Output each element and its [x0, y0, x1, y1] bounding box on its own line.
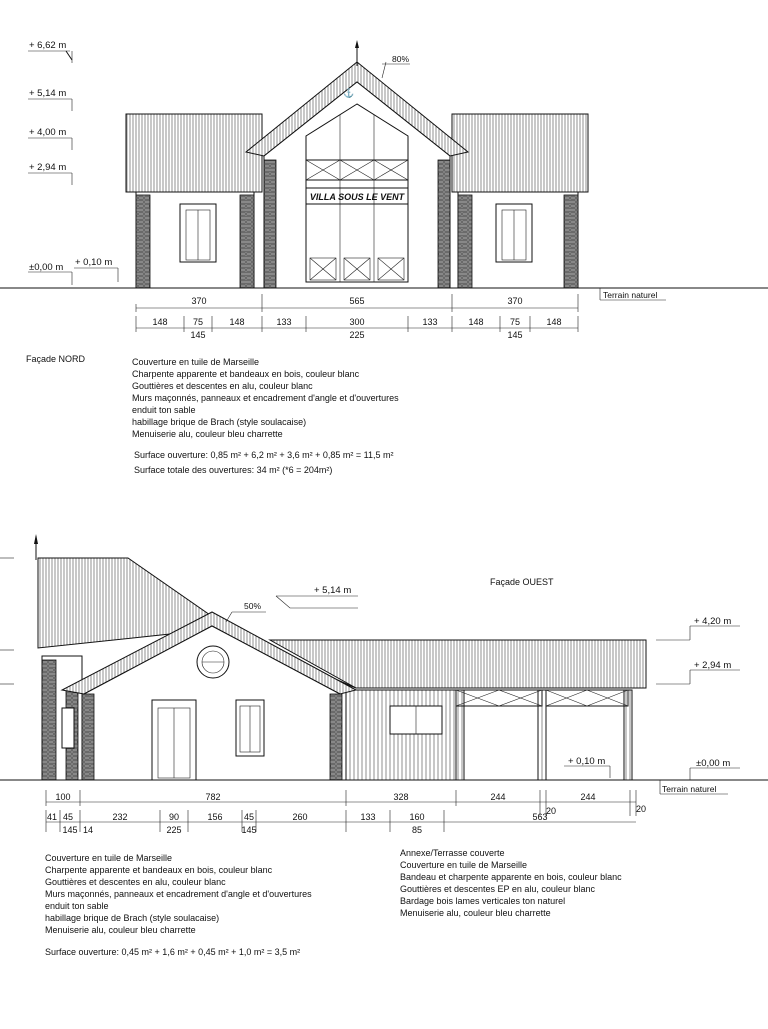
facade-title: Façade OUEST	[490, 577, 554, 587]
level-label: + 5,14 m	[314, 585, 352, 596]
level-label: ±0,00 m	[696, 758, 731, 769]
facade-nord	[0, 40, 768, 475]
level-label: + 2,94 m	[694, 660, 732, 671]
dim-label: 100	[55, 792, 71, 802]
dim-label: 45	[62, 812, 74, 822]
level-label: + 0,10 m	[75, 257, 113, 268]
level-label: + 0,10 m	[568, 756, 606, 767]
note-line: Couverture en tuile de Marseille	[132, 357, 260, 367]
note-line: Charpente apparente et bandeaux en bois, couleur blanc	[45, 865, 273, 875]
window-narrow	[62, 708, 74, 748]
surface-line: Surface ouverture: 0,85 m² + 6,2 m² + 3,6 m² + 0,85 m² = 11,5 m²	[134, 450, 394, 460]
window-right	[496, 204, 532, 262]
dim-label: 148	[229, 317, 245, 327]
dim-label: 133	[422, 317, 438, 327]
brick-corner	[330, 694, 342, 780]
dim-label: 145	[190, 330, 206, 340]
slope-label: 50%	[244, 601, 262, 611]
note-line: habillage brique de Brach (style soulacaise)	[132, 417, 307, 427]
dim-label: 145	[507, 330, 523, 340]
note-line: Gouttières et descentes EP en alu, couleur blanc	[400, 884, 595, 894]
note-line: Bardage bois lames verticales ton naturel	[400, 896, 566, 906]
level-marker	[656, 660, 740, 684]
roof-left-wing	[126, 114, 262, 192]
dim-label: 20	[636, 804, 647, 814]
dim-label: 563	[532, 812, 548, 822]
anchor-icon: ⚓	[343, 88, 355, 98]
dim-label: 145	[62, 825, 78, 835]
note-line: Murs maçonnés, panneaux et encadrement d'angle et d'ouvertures	[132, 393, 399, 403]
dim-label: 244	[580, 792, 596, 802]
dim-label: 75	[509, 317, 521, 327]
surface-line: Surface ouverture: 0,45 m² + 1,6 m² + 0,45 m² + 1,0 m² = 3,5 m²	[45, 947, 301, 957]
villa-sign-text: VILLA SOUS LE VENT	[309, 192, 405, 202]
level-marker	[276, 585, 358, 608]
brick-corner	[458, 195, 472, 288]
notes-block	[132, 357, 399, 475]
dim-label: 232	[112, 812, 128, 822]
dim-label: 782	[205, 792, 221, 802]
dim-label: 565	[349, 296, 365, 306]
note-line: habillage brique de Brach (style soulacaise)	[45, 913, 220, 923]
brick-corner	[82, 694, 94, 780]
dim-label: 160	[409, 812, 425, 822]
facade-title: Façade NORD	[26, 354, 86, 364]
dimension-chain	[136, 294, 578, 312]
window-left	[180, 204, 216, 262]
dim-label: 90	[168, 812, 180, 822]
brick-pillar	[264, 160, 276, 288]
dim-label: 370	[507, 296, 523, 306]
note-line: enduit ton sable	[45, 901, 109, 911]
level-label: + 5,14 m	[29, 88, 67, 99]
note-line: Menuiserie alu, couleur bleu charrette	[45, 925, 196, 935]
ground-label: Terrain naturel	[662, 784, 717, 794]
dim-label: 45	[243, 812, 255, 822]
level-marker	[690, 758, 740, 780]
dim-label: 225	[166, 825, 182, 835]
level-label: + 6,62 m	[29, 40, 67, 51]
level-marker	[28, 162, 72, 185]
dim-label: 148	[468, 317, 484, 327]
brick-corner	[42, 660, 56, 780]
note-line: Murs maçonnés, panneaux et encadrement d'angle et d'ouvertures	[45, 889, 312, 899]
window-small	[236, 700, 264, 756]
notes-block	[45, 853, 312, 957]
note-line: Couverture en tuile de Marseille	[400, 860, 528, 870]
note-line: Menuiserie alu, couleur bleu charrette	[400, 908, 551, 918]
dimension-chain	[136, 316, 578, 340]
level-marker	[28, 127, 72, 150]
window-french	[152, 700, 196, 780]
dim-label: 148	[546, 317, 562, 327]
dim-label: 75	[192, 317, 204, 327]
dim-label: 225	[349, 330, 365, 340]
level-label: + 2,94 m	[29, 162, 67, 173]
dim-label: 20	[546, 806, 557, 816]
note-line: Menuiserie alu, couleur bleu charrette	[132, 429, 283, 439]
level-marker	[28, 40, 72, 63]
note-line: Gouttières et descentes en alu, couleur blanc	[45, 877, 226, 887]
note-line: Charpente apparente et bandeaux en bois, couleur blanc	[132, 369, 360, 379]
dimension-chain	[46, 810, 636, 835]
note-line: Gouttières et descentes en alu, couleur blanc	[132, 381, 313, 391]
slope-label: 80%	[392, 54, 410, 64]
cladding-wall	[346, 690, 456, 780]
dim-label: 41	[46, 812, 58, 822]
note-line: enduit ton sable	[132, 405, 196, 415]
dim-label: 133	[276, 317, 292, 327]
facade-ouest	[0, 534, 768, 957]
brick-corner	[564, 195, 578, 288]
roof-right-wing	[452, 114, 588, 192]
ground-label: Terrain naturel	[603, 290, 658, 300]
level-marker	[28, 257, 118, 285]
dim-label: 14	[82, 825, 94, 835]
dim-label: 370	[191, 296, 207, 306]
dim-label: 148	[152, 317, 168, 327]
notes-block-annex	[400, 848, 622, 918]
level-marker	[564, 756, 610, 778]
note-line: Annexe/Terrasse couverte	[400, 848, 505, 858]
level-label: + 4,00 m	[29, 127, 67, 138]
brick-corner	[136, 195, 150, 288]
note-line: Bandeau et charpente apparente en bois, couleur blanc	[400, 872, 622, 882]
dim-label: 244	[490, 792, 506, 802]
brick-pillar	[438, 160, 450, 288]
note-line: Couverture en tuile de Marseille	[45, 853, 173, 863]
dim-label: 300	[349, 317, 365, 327]
level-marker	[28, 88, 72, 111]
dim-label: 145	[241, 825, 257, 835]
dim-label: 133	[360, 812, 376, 822]
dim-label: 156	[207, 812, 223, 822]
dim-label: 328	[393, 792, 409, 802]
level-marker	[656, 616, 740, 640]
level-label: + 4,20 m	[694, 616, 732, 627]
level-label: ±0,00 m	[29, 262, 64, 273]
dim-label: 260	[292, 812, 308, 822]
terrace-frieze	[456, 690, 628, 706]
surface-line: Surface totale des ouvertures: 34 m² (*6 = 204m²)	[134, 465, 333, 475]
brick-corner	[240, 195, 254, 288]
dim-label: 85	[411, 825, 423, 835]
